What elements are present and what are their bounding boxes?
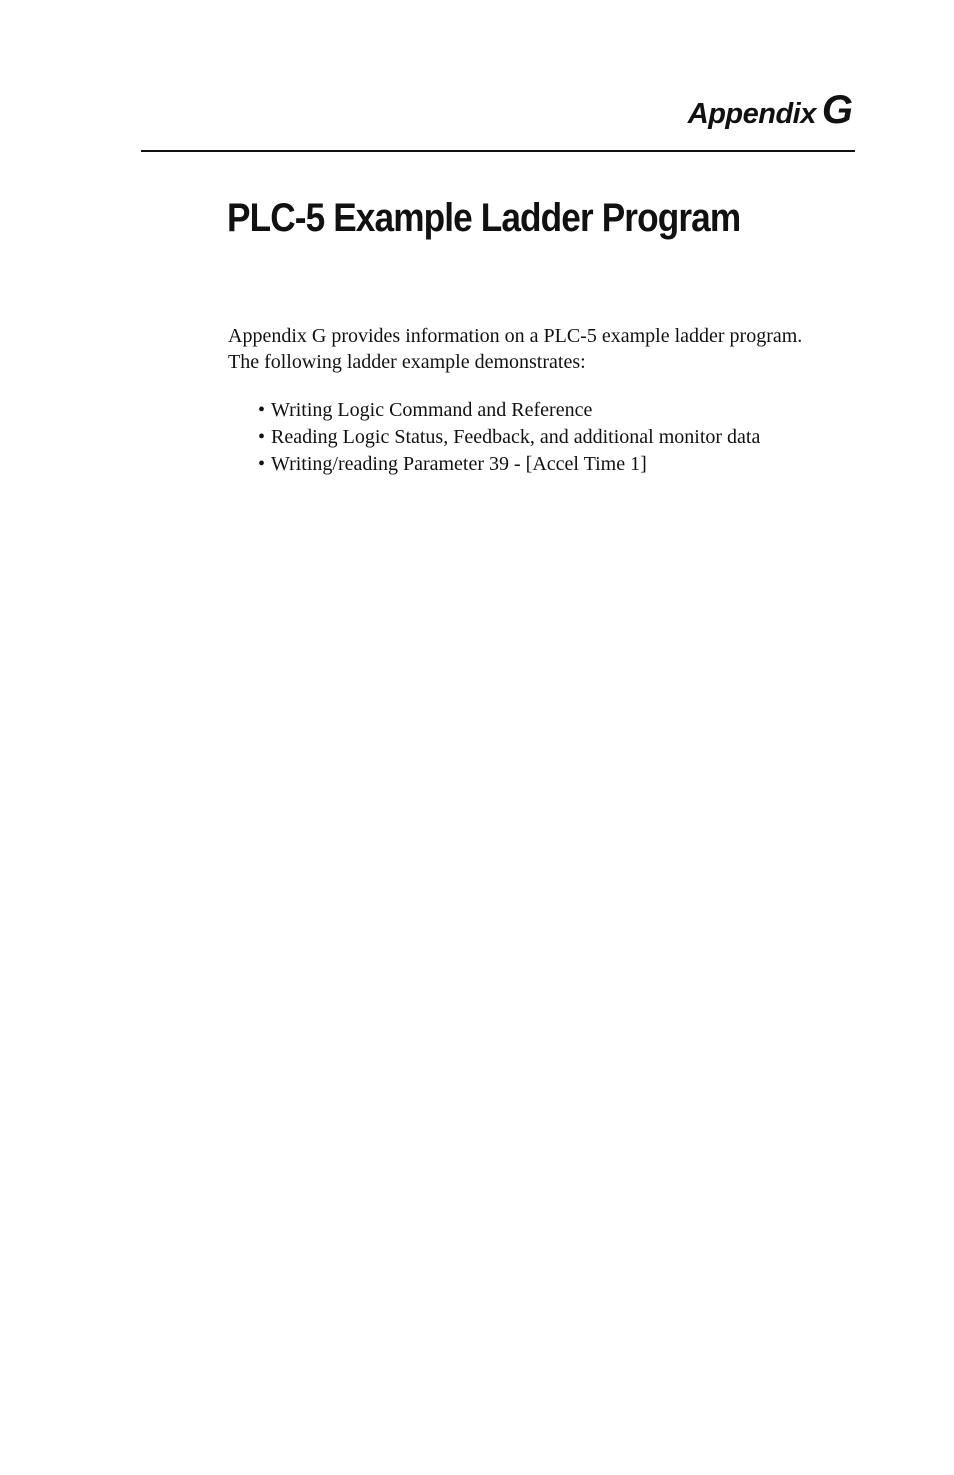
page-title: PLC-5 Example Ladder Program (227, 196, 741, 240)
appendix-label (688, 88, 853, 133)
bullet-icon: • (258, 453, 266, 475)
intro-line-1: Appendix G provides information on a PLC-5 example ladder program. (228, 325, 803, 347)
list-item (258, 451, 760, 478)
chapter-header (141, 88, 855, 152)
bullet-icon: • (258, 426, 266, 448)
intro-line-2: The following ladder example demonstrates: (228, 351, 586, 373)
bullet-list (258, 397, 760, 478)
list-item-text: Writing/reading Parameter 39 - [Accel Time 1] (271, 453, 647, 475)
intro-paragraph (228, 323, 868, 375)
bullet-icon: • (258, 399, 266, 421)
list-item-text: Writing Logic Command and Reference (271, 399, 593, 421)
list-item (258, 424, 760, 451)
appendix-letter: G (821, 88, 853, 132)
list-item (258, 397, 760, 424)
appendix-word: Appendix (687, 98, 816, 130)
list-item-text: Reading Logic Status, Feedback, and additional monitor data (271, 426, 761, 448)
